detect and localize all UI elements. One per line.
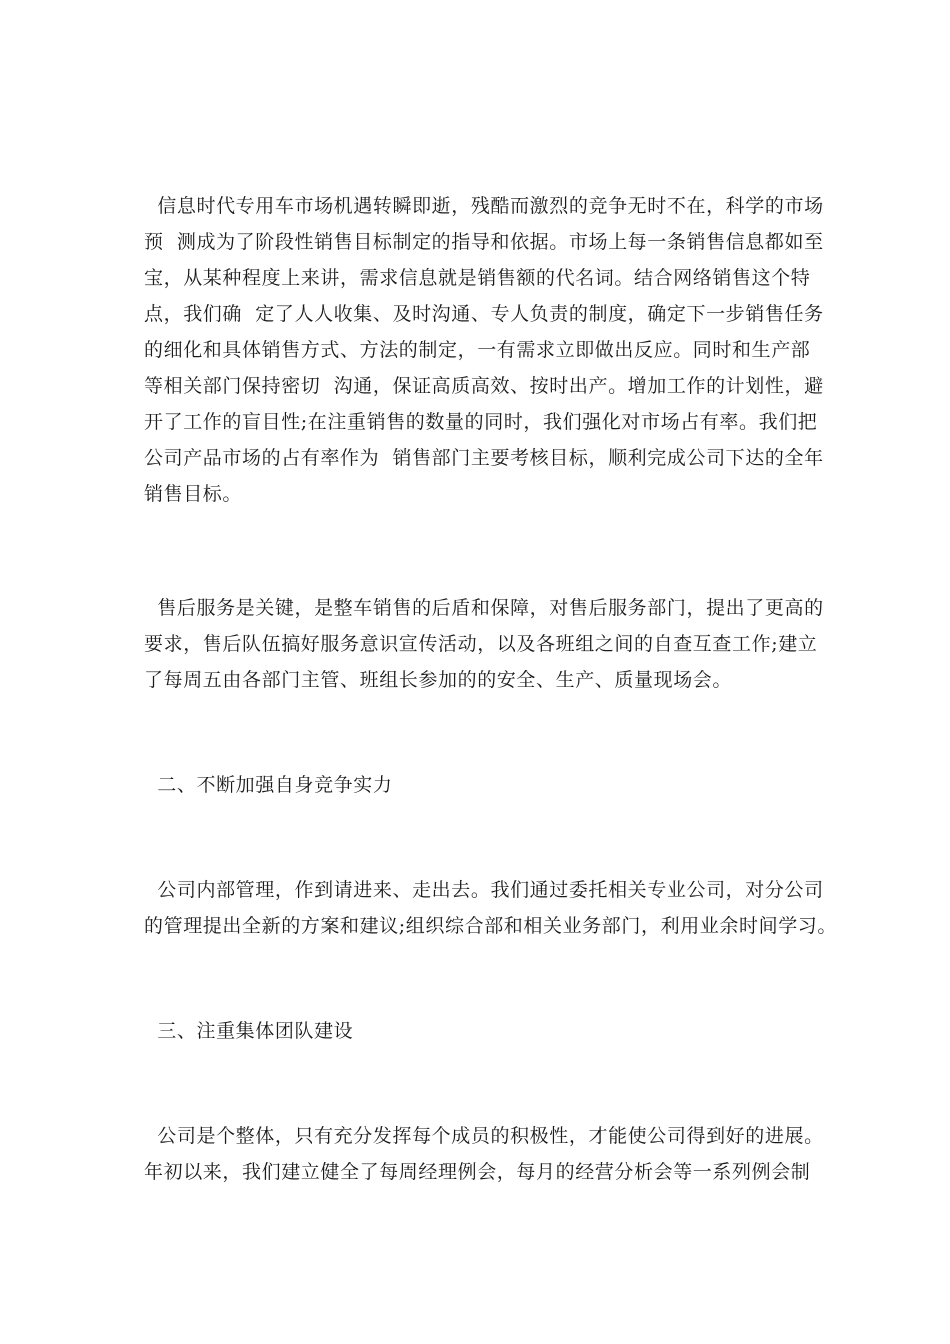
paragraph-3-line-2: 的管理提出全新的方案和建议;组织综合部和相关业务部门，利用业余时间学习。: [144, 915, 838, 937]
paragraph-4-line-2: 年初以来，我们建立健全了每周经理例会，每月的经营分析会等一系列例会制: [144, 1161, 811, 1183]
paragraph-1-line-5: 的细化和具体销售方式、方法的制定，一有需求立即做出反应。同时和生产部: [144, 339, 811, 361]
paragraph-4-line-1: 公司是个整体，只有充分发挥每个成员的积极性，才能使公司得到好的进展。: [144, 1125, 824, 1147]
paragraph-2-line-2: 要求，售后队伍搞好服务意识宣传活动，以及各班组之间的自查互查工作;建立: [144, 633, 818, 655]
paragraph-1-line-9: 销售目标。: [144, 483, 243, 505]
paragraph-1-line-2: 预 测成为了阶段性销售目标制定的指导和依据。市场上每一条销售信息都如至: [144, 231, 824, 253]
section-heading-2: 二、不断加强自身竞争实力: [144, 774, 393, 796]
paragraph-3-line-1: 公司内部管理，作到请进来、走出去。我们通过委托相关专业公司，对分公司: [144, 879, 824, 901]
paragraph-2-line-1: 售后服务是关键，是整车销售的后盾和保障，对售后服务部门，提出了更高的: [144, 597, 824, 619]
paragraph-1-line-1: 信息时代专用车市场机遇转瞬即逝，残酷而激烈的竞争无时不在，科学的市场: [144, 195, 824, 217]
paragraph-1-line-3: 宝，从某种程度上来讲，需求信息就是销售额的代名词。结合网络销售这个特: [144, 267, 811, 289]
section-heading-3: 三、注重集体团队建设: [144, 1020, 354, 1042]
paragraph-1-line-7: 开了工作的盲目性;在注重销售的数量的同时，我们强化对市场占有率。我们把: [144, 411, 818, 433]
paragraph-1-line-8: 公司产品市场的占有率作为 销售部门主要考核目标，顺利完成公司下达的全年: [144, 447, 824, 469]
paragraph-1-line-4: 点，我们确 定了人人收集、及时沟通、专人负责的制度，确定下一步销售任务: [144, 303, 824, 325]
paragraph-1-line-6: 等相关部门保持密切 沟通，保证高质高效、按时出产。增加工作的计划性，避: [144, 375, 824, 397]
paragraph-2-line-3: 了每周五由各部门主管、班组长参加的的安全、生产、质量现场会。: [144, 669, 733, 691]
